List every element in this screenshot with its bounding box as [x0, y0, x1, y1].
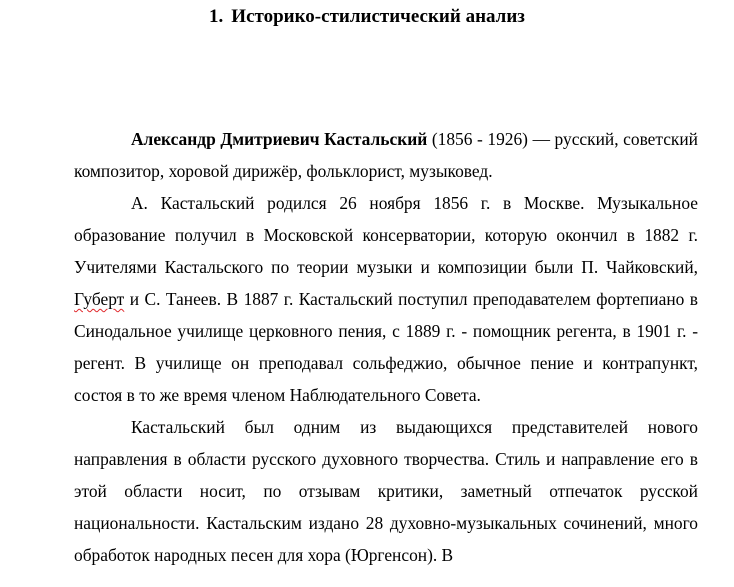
- intro-text: (1856 - 1926) — русский, советский композитор, хоровой дирижёр, фольклорист, музыковед.: [74, 129, 698, 181]
- section-number: 1.: [209, 6, 224, 27]
- composer-name: Александр Дмитриевич Кастальский: [131, 129, 428, 149]
- section-title: Историко-стилистический анализ: [231, 6, 525, 27]
- paragraph-intro: [74, 123, 698, 187]
- biography-text-start: А. Кастальский родился 26 ноября 1856 г. в Москве. Музыкальное образование получил в Московской консерватории, которую окончил в 1882 г. Учителями Кастальского по теории музыки и композиции были П. Чайковский,: [74, 193, 698, 277]
- document-body[interactable]: [74, 123, 698, 571]
- section-heading: [0, 5, 734, 29]
- biography-text-end: и С. Танеев. В 1887 г. Кастальский поступил преподавателем фортепиано в Синодальное училище церковного пения, с 1889 г. - помощник регента, в 1901 г. - регент. В училище он преподавал сольфеджио, обычное пение и контрапункт, состоя в то же время членом Наблюдательного Совета.: [74, 289, 698, 405]
- paragraph-style: [74, 411, 698, 571]
- style-text: Кастальский был одним из выдающихся представителей нового направления в области русского духовного творчества. Стиль и направление его в этой области носит, по отзывам критики, заметный отпечаток русской национальности. Кастальским издано 28 духовно-музыкальных сочинений, много обработок народных песен для хора (Юргенсон). В: [74, 417, 698, 565]
- spellcheck-flagged-word[interactable]: Губерт: [74, 289, 125, 309]
- paragraph-biography: [74, 187, 698, 411]
